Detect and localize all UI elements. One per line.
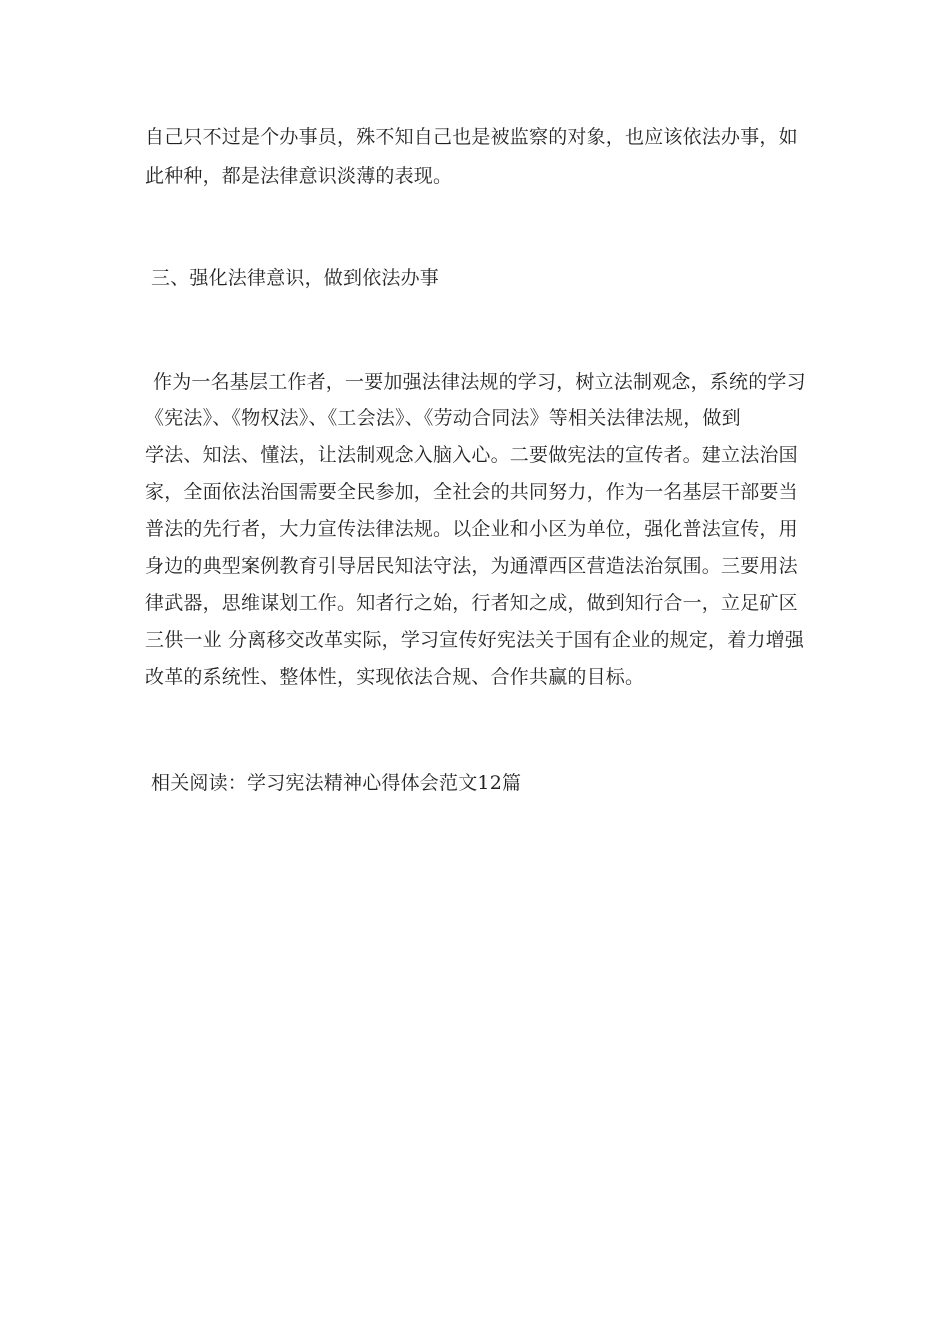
paragraph-line: 家，全面依法治国需要全民参加，全社会的共同努力，作为一名基层干部要当 bbox=[145, 481, 798, 503]
related-reading-link[interactable]: 相关阅读：学习宪法精神心得体会范文12篇 bbox=[151, 772, 522, 794]
paragraph-line: 三供一业 分离移交改革实际，学习宣传好宪法关于国有企业的规定，着力增强 bbox=[145, 629, 805, 651]
paragraph-line: 身边的典型案例教育引导居民知法守法，为通潭西区营造法治氛围。三要用法 bbox=[145, 555, 798, 577]
paragraph-line: 改革的系统性、整体性，实现依法合规、合作共赢的目标。 bbox=[145, 666, 645, 688]
paragraph-line: 律武器，思维谋划工作。知者行之始，行者知之成，做到知行合一，立足矿区 bbox=[145, 592, 798, 614]
section-heading: 三、强化法律意识，做到依法办事 bbox=[151, 267, 440, 289]
paragraph-line: 《宪法》、《物权法》、《工会法》、《劳动合同法》等相关法律法规，做到 bbox=[145, 407, 741, 429]
paragraph-line: 学法、知法、懂法，让法制观念入脑入心。二要做宪法的宣传者。建立法治国 bbox=[145, 444, 798, 466]
paragraph-line: 自己只不过是个办事员，殊不知自己也是被监察的对象，也应该依法办事，如 bbox=[145, 126, 798, 148]
paragraph-line: 此种种，都是法律意识淡薄的表现。 bbox=[145, 165, 453, 187]
paragraph-line: 作为一名基层工作者，一要加强法律法规的学习，树立法制观念，系统的学习 bbox=[153, 371, 806, 393]
paragraph-line: 普法的先行者，大力宣传法律法规。以企业和小区为单位，强化普法宣传，用 bbox=[145, 518, 798, 540]
